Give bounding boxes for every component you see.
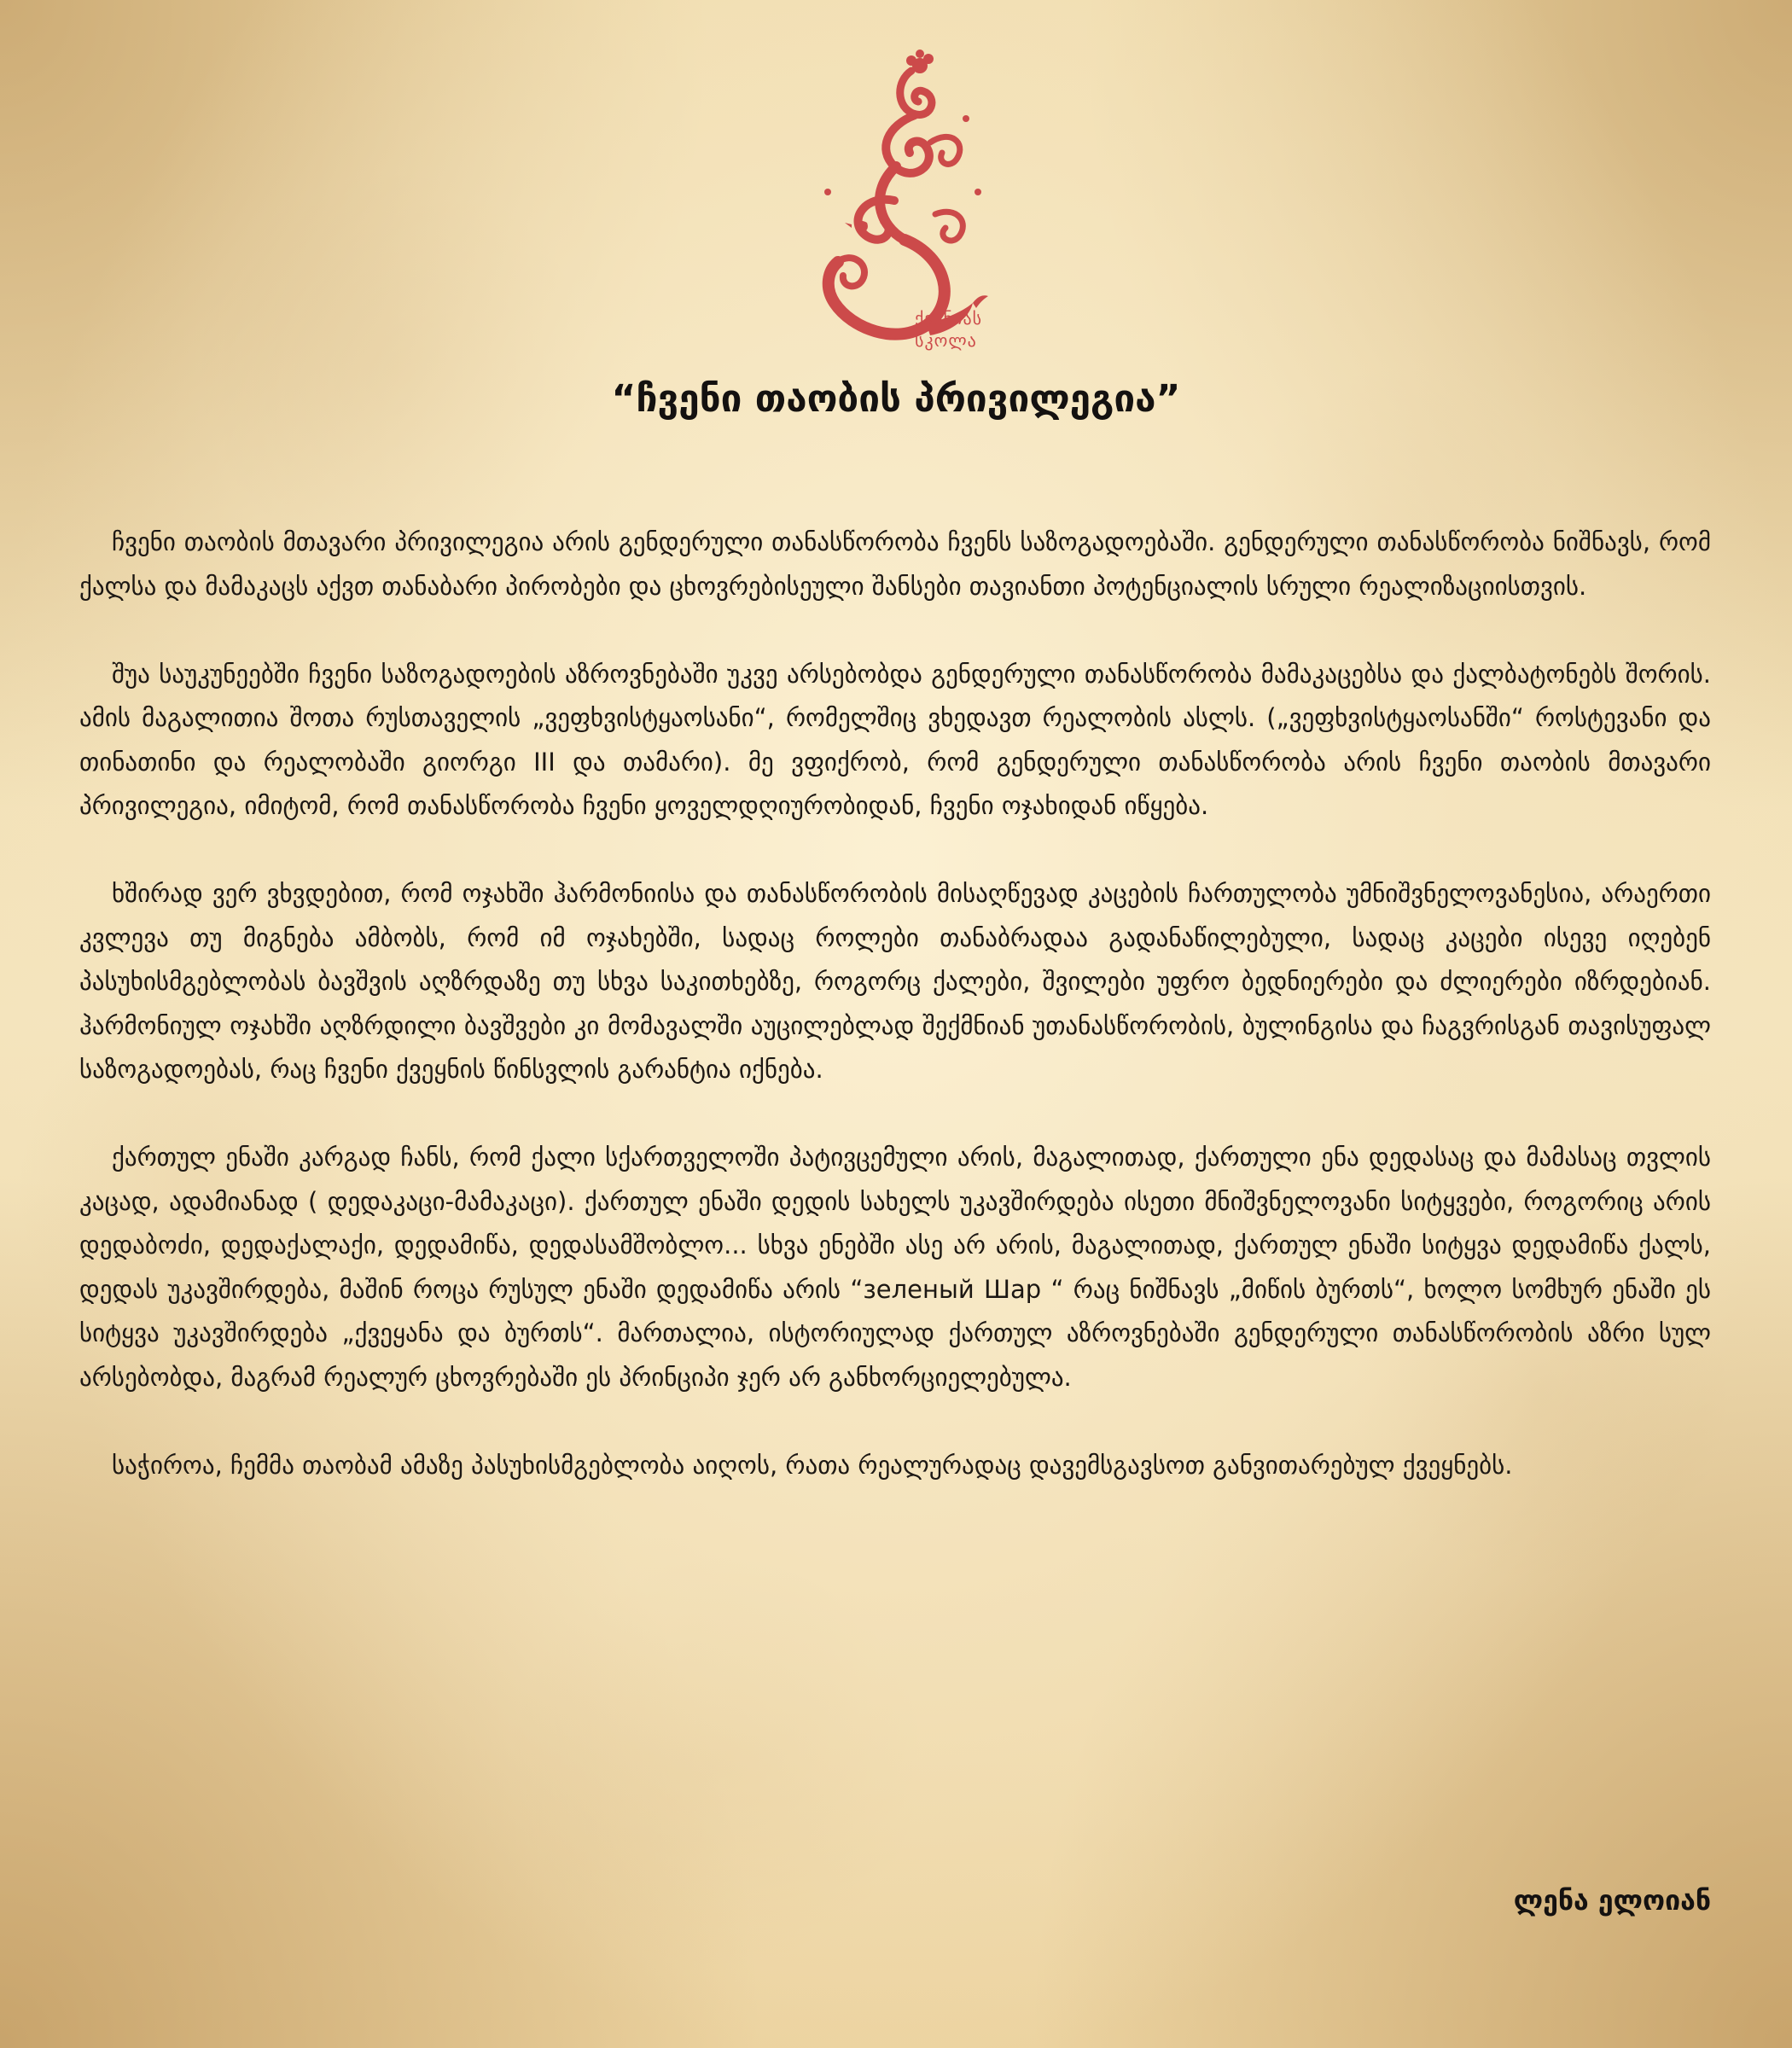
logo-caption-line-2: სკოლა <box>915 330 977 351</box>
essay-body <box>79 521 1711 1532</box>
logo-caption <box>915 307 982 352</box>
logo-caption-line-1: ქვანიას <box>915 308 983 329</box>
paragraph-4: ქართულ ენაში კარგად ჩანს, რომ ქალი სქართველოში პატივცემული არის, მაგალითად, ქართული ენა დედასაც და მამასაც თვლის კაცად, ადამიანად ( დედაკაცი-მამაკაცი). ქართულ ენაში დედის სახელს უკავშირდება ისეთი მნიშვნელოვანი სიტყვები, როგორიც არის დედაბოძი, დედაქალაქი, დედამიწა, დედასამშობლო... სხვა ენებში ასე არ არის, მაგალითად, ქართულ ენაში სიტყვა დედამიწა ქალს, დედას უკავშირდება, მაშინ როცა რუსულ ენაში დედამიწა არის “зеленый Шар “ რაც ნიშნავს „მიწის ბურთს“, ხოლო სომხურ ენაში ეს სიტყვა უკავშირდება „ქვეყანა და ბურთს“. მართალია, ისტორიულად ქართულ აზროვნებაში გენდერული თანასწორობის აზრი სულ არსებობდა, მაგრამ რეალურ ცხოვრებაში ეს პრინციპი ჯერ არ განხორციელებულა. <box>79 1143 1711 1392</box>
paragraph-2: შუა საუკუნეებში ჩვენი საზოგადოების აზროვნებაში უკვე არსებობდა გენდერული თანასწორობა მამაკაცებსა და ქალბატონებს შორის. ამის მაგალითია შოთა რუსთაველის „ვეფხვისტყაოსანი“, რომელშიც ვხედავთ რეალობის ასლს. („ვეფხვისტყაოსანში“ როსტევანი და თინათინი და რეალობაში გიორგი III და თამარი). მე ვფიქრობ, რომ გენდერული თანასწორობა არის ჩვენი თაობის მთავარი პრივილეგია, იმიტომ, რომ თანასწორობა ჩვენი ყოველდღიურობიდან, ჩვენი ოჯახიდან იწყება. <box>79 659 1711 820</box>
paragraph-3: ხშირად ვერ ვხვდებით, რომ ოჯახში ჰარმონიისა და თანასწორობის მისაღწევად კაცების ჩართულობა უმნიშვნელოვანესია, არაერთი კვლევა თუ მიგნება ამბობს, რომ იმ ოჯახებში, სადაც როლები თანაბრადაა გადანაწილებული, სადაც კაცები ისევე იღებენ პასუხისმგებლობას ბავშვის აღზრდაზე თუ სხვა საკითხებზე, როგორც ქალები, შვილები უფრო ბედნიერები და ძლიერები იზრდებიან. ჰარმონიულ ოჯახში აღზრდილი ბავშვები კი მომავალში აუცილებლად შექმნიან უთანასწორობის, ბულინგისა და ჩაგვრისგან თავისუფალ საზოგადოებას, რაც ჩვენი ქვეყნის წინსვლის გარანტია იქნება. <box>79 879 1711 1084</box>
school-logo <box>768 47 1033 354</box>
paragraph-5: საჭიროა, ჩემმა თაობამ ამაზე პასუხისმგებლობა აიღოს, რათა რეალურადაც დავემსგავსოთ განვითარებულ ქვეყნებს. <box>112 1450 1513 1480</box>
page-title: “ჩვენი თაობის პრივილეგია” <box>611 377 1181 421</box>
author-signature: ლენა ელოიან <box>1513 1884 1711 1917</box>
paragraph-1: ჩვენი თაობის მთავარი პრივილეგია არის გენდერული თანასწორობა ჩვენს საზოგადოებაში. გენდერული თანასწორობა ნიშნავს, რომ ქალსა და მამაკაცს აქვთ თანაბარი პირობები და ცხოვრებისეული შანსები თავიანთი პოტენციალის სრული რეალიზაციისთვის. <box>79 527 1711 601</box>
swirl-letter-logo-icon <box>768 47 1033 354</box>
